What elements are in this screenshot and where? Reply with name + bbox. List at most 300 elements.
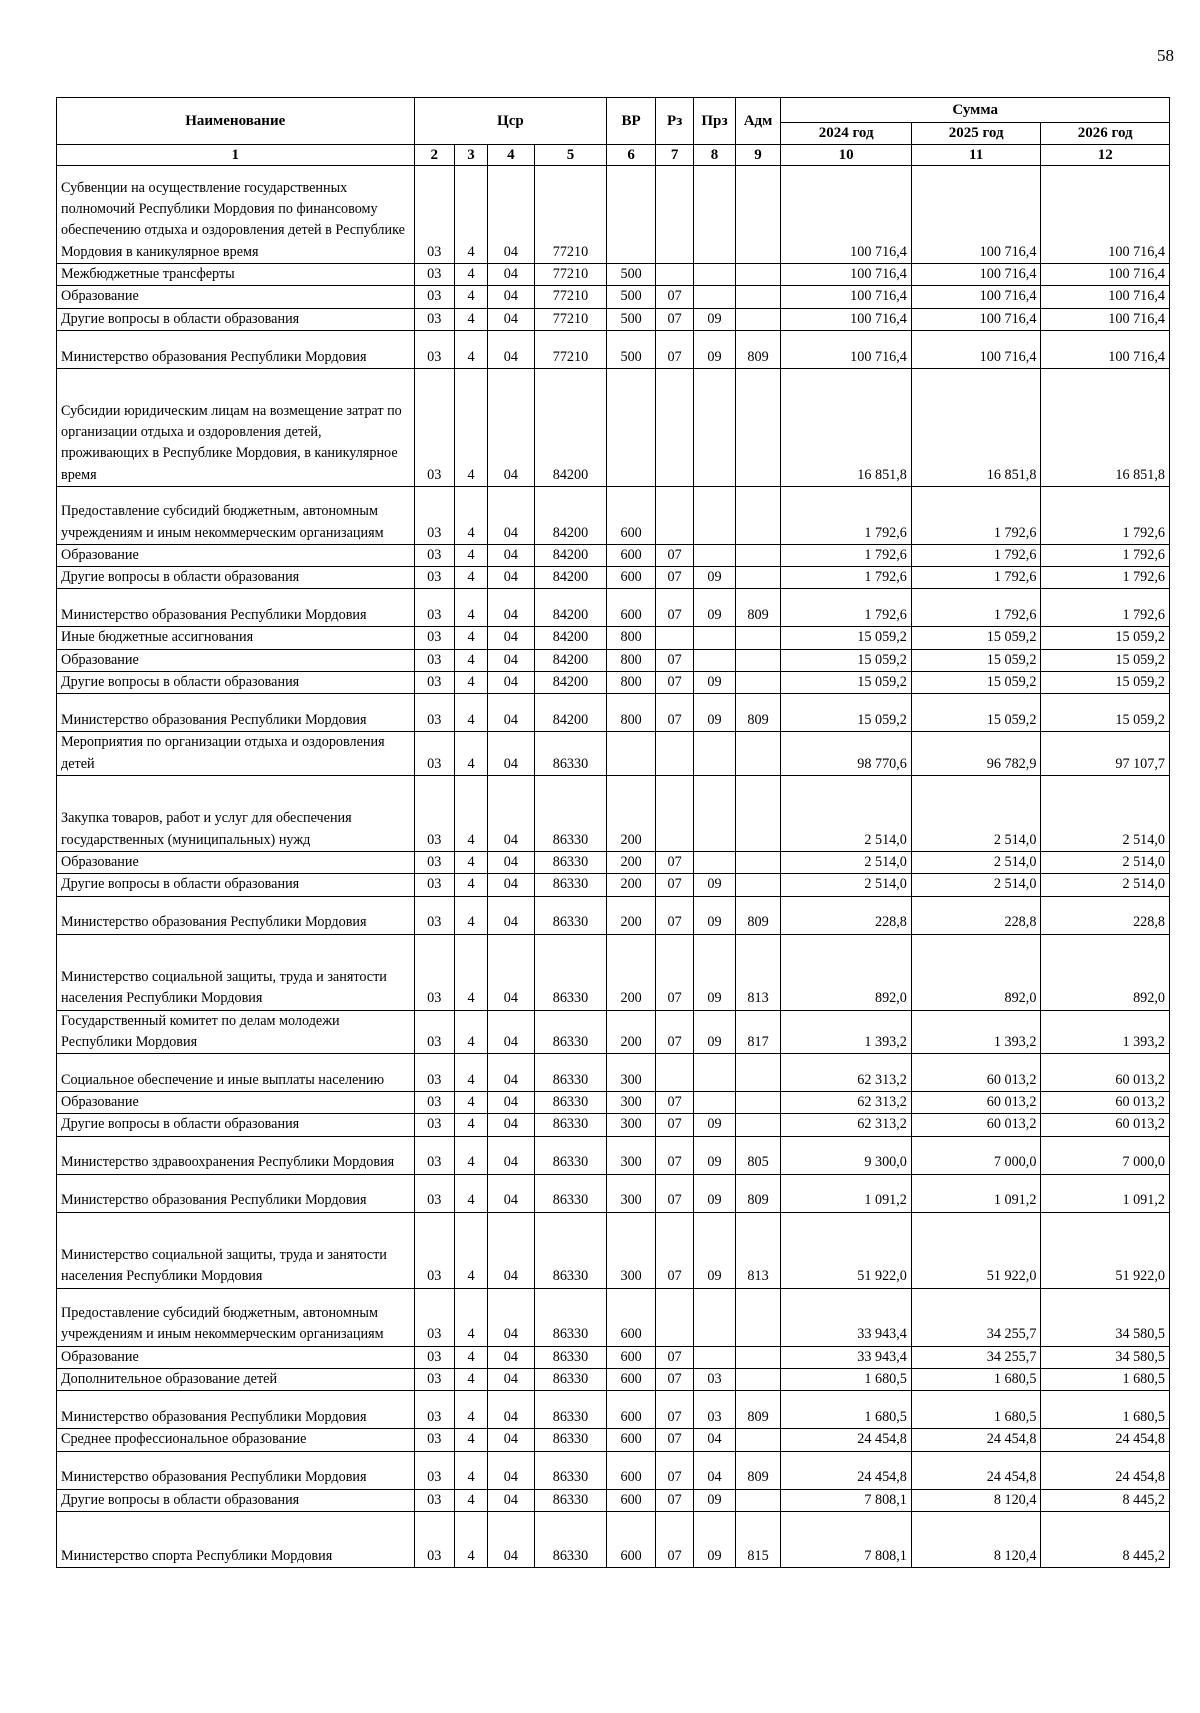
header-csr: Цср (414, 98, 607, 145)
code-subprogram: 04 (488, 627, 535, 649)
code-subprogram: 04 (488, 775, 535, 851)
code-subprogram: 04 (488, 874, 535, 896)
code-type: 4 (454, 851, 487, 873)
row-name: Министерство социальной защиты, труда и занятости населения Республики Мордовия (57, 1212, 415, 1288)
code-direction: 77210 (534, 330, 607, 368)
code-vr: 800 (607, 672, 656, 694)
table-row (57, 567, 1170, 589)
code-vr: 200 (607, 1010, 656, 1054)
code-program: 03 (414, 286, 454, 308)
code-vr (607, 166, 656, 264)
header-year-2024: 2024 год (781, 123, 912, 145)
row-name: Межбюджетные трансферты (57, 264, 415, 286)
amount-2024: 15 059,2 (781, 694, 912, 732)
code-prz: 09 (694, 1511, 735, 1567)
code-rz (655, 775, 693, 851)
table-row (57, 1429, 1170, 1451)
amount-2025: 1 680,5 (911, 1391, 1041, 1429)
table-row (57, 330, 1170, 368)
code-adm (735, 851, 781, 873)
table-row (57, 1346, 1170, 1368)
code-rz: 07 (655, 589, 693, 627)
code-type: 4 (454, 368, 487, 486)
code-rz: 07 (655, 672, 693, 694)
code-prz: 09 (694, 330, 735, 368)
code-rz (655, 732, 693, 776)
amount-2026: 51 922,0 (1041, 1212, 1170, 1288)
amount-2025: 1 680,5 (911, 1369, 1041, 1391)
code-adm: 809 (735, 330, 781, 368)
amount-2024: 15 059,2 (781, 627, 912, 649)
code-direction: 86330 (534, 1391, 607, 1429)
header-sum: Сумма (781, 98, 1170, 123)
row-name: Предоставление субсидий бюджетным, автономным учреждениям и иным некоммерческим организациям (57, 1288, 415, 1346)
code-prz: 09 (694, 694, 735, 732)
column-number-row (57, 145, 1170, 166)
code-program: 03 (414, 544, 454, 566)
header-vr: ВР (607, 98, 656, 145)
code-direction: 84200 (534, 368, 607, 486)
amount-2024: 100 716,4 (781, 330, 912, 368)
code-program: 03 (414, 775, 454, 851)
code-direction: 84200 (534, 486, 607, 544)
code-prz (694, 166, 735, 264)
row-name: Другие вопросы в области образования (57, 308, 415, 330)
table-row (57, 286, 1170, 308)
code-vr: 600 (607, 1489, 656, 1511)
code-type: 4 (454, 1511, 487, 1567)
budget-table (56, 97, 1170, 1568)
table-row (57, 694, 1170, 732)
amount-2026: 24 454,8 (1041, 1451, 1170, 1489)
amount-2024: 1 393,2 (781, 1010, 912, 1054)
amount-2026: 15 059,2 (1041, 649, 1170, 671)
table-row (57, 264, 1170, 286)
code-type: 4 (454, 1489, 487, 1511)
amount-2024: 16 851,8 (781, 368, 912, 486)
code-prz: 03 (694, 1391, 735, 1429)
code-vr: 800 (607, 649, 656, 671)
table-row (57, 544, 1170, 566)
code-vr: 500 (607, 264, 656, 286)
amount-2025: 1 393,2 (911, 1010, 1041, 1054)
code-direction: 86330 (534, 1429, 607, 1451)
code-rz (655, 368, 693, 486)
header-year-2025: 2025 год (911, 123, 1041, 145)
table-row (57, 1451, 1170, 1489)
code-program: 03 (414, 649, 454, 671)
code-type: 4 (454, 1451, 487, 1489)
table-row (57, 1391, 1170, 1429)
code-prz: 09 (694, 589, 735, 627)
code-type: 4 (454, 874, 487, 896)
code-vr (607, 368, 656, 486)
amount-2025: 16 851,8 (911, 368, 1041, 486)
code-program: 03 (414, 1092, 454, 1114)
code-rz: 07 (655, 934, 693, 1010)
code-vr: 600 (607, 1511, 656, 1567)
column-number: 5 (534, 145, 607, 166)
code-direction: 86330 (534, 1010, 607, 1054)
code-prz: 04 (694, 1429, 735, 1451)
code-direction: 86330 (534, 1511, 607, 1567)
row-name: Министерство здравоохранения Республики Мордовия (57, 1136, 415, 1174)
code-direction: 86330 (534, 1212, 607, 1288)
code-program: 03 (414, 1489, 454, 1511)
amount-2025: 100 716,4 (911, 286, 1041, 308)
code-program: 03 (414, 874, 454, 896)
amount-2025: 2 514,0 (911, 775, 1041, 851)
amount-2025: 60 013,2 (911, 1114, 1041, 1136)
amount-2026: 15 059,2 (1041, 627, 1170, 649)
code-adm (735, 166, 781, 264)
amount-2024: 98 770,6 (781, 732, 912, 776)
code-rz: 07 (655, 567, 693, 589)
code-vr: 500 (607, 308, 656, 330)
code-direction: 86330 (534, 896, 607, 934)
code-prz (694, 544, 735, 566)
code-program: 03 (414, 851, 454, 873)
code-adm: 809 (735, 1451, 781, 1489)
code-rz: 07 (655, 1114, 693, 1136)
amount-2024: 9 300,0 (781, 1136, 912, 1174)
table-row (57, 1010, 1170, 1054)
column-number: 11 (911, 145, 1041, 166)
amount-2026: 15 059,2 (1041, 694, 1170, 732)
code-vr: 800 (607, 694, 656, 732)
code-subprogram: 04 (488, 1369, 535, 1391)
row-name: Дополнительное образование детей (57, 1369, 415, 1391)
code-rz: 07 (655, 1010, 693, 1054)
code-direction: 84200 (534, 672, 607, 694)
amount-2026: 100 716,4 (1041, 308, 1170, 330)
code-adm (735, 732, 781, 776)
code-vr: 600 (607, 486, 656, 544)
code-direction: 84200 (534, 544, 607, 566)
amount-2025: 60 013,2 (911, 1092, 1041, 1114)
code-rz: 07 (655, 286, 693, 308)
row-name: Иные бюджетные ассигнования (57, 627, 415, 649)
code-type: 4 (454, 1429, 487, 1451)
code-program: 03 (414, 486, 454, 544)
amount-2024: 100 716,4 (781, 166, 912, 264)
amount-2025: 8 120,4 (911, 1511, 1041, 1567)
row-name: Министерство образования Республики Мордовия (57, 1391, 415, 1429)
code-subprogram: 04 (488, 1511, 535, 1567)
code-subprogram: 04 (488, 567, 535, 589)
code-adm (735, 567, 781, 589)
code-subprogram: 04 (488, 264, 535, 286)
code-adm: 815 (735, 1511, 781, 1567)
code-prz: 09 (694, 308, 735, 330)
amount-2025: 2 514,0 (911, 851, 1041, 873)
code-program: 03 (414, 330, 454, 368)
row-name: Другие вопросы в области образования (57, 1114, 415, 1136)
code-type: 4 (454, 1092, 487, 1114)
code-rz: 07 (655, 694, 693, 732)
code-program: 03 (414, 1054, 454, 1092)
amount-2026: 1 792,6 (1041, 567, 1170, 589)
amount-2026: 8 445,2 (1041, 1511, 1170, 1567)
code-program: 03 (414, 1174, 454, 1212)
code-prz: 09 (694, 1489, 735, 1511)
code-direction: 77210 (534, 308, 607, 330)
header-name: Наименование (57, 98, 415, 145)
code-subprogram: 04 (488, 1451, 535, 1489)
amount-2025: 15 059,2 (911, 694, 1041, 732)
code-direction: 86330 (534, 1054, 607, 1092)
code-adm (735, 874, 781, 896)
code-type: 4 (454, 1174, 487, 1212)
code-direction: 86330 (534, 1369, 607, 1391)
row-name: Субвенции на осуществление государственных полномочий Республики Мордовия по финансовому обеспечению отдыха и оздоровления детей в Республике Мордовия в каникулярное время (57, 166, 415, 264)
code-subprogram: 04 (488, 166, 535, 264)
row-name: Другие вопросы в области образования (57, 1489, 415, 1511)
amount-2026: 34 580,5 (1041, 1346, 1170, 1368)
code-direction: 84200 (534, 627, 607, 649)
amount-2026: 16 851,8 (1041, 368, 1170, 486)
code-adm (735, 1114, 781, 1136)
table-row (57, 1174, 1170, 1212)
header-adm: Адм (735, 98, 781, 145)
row-name: Образование (57, 649, 415, 671)
header-prz: Прз (694, 98, 735, 145)
code-subprogram: 04 (488, 1092, 535, 1114)
column-number: 2 (414, 145, 454, 166)
code-program: 03 (414, 1114, 454, 1136)
code-rz: 07 (655, 851, 693, 873)
code-program: 03 (414, 1511, 454, 1567)
code-rz: 07 (655, 896, 693, 934)
code-type: 4 (454, 1212, 487, 1288)
code-rz: 07 (655, 874, 693, 896)
header-rz: Рз (655, 98, 693, 145)
row-name: Другие вопросы в области образования (57, 567, 415, 589)
code-program: 03 (414, 1288, 454, 1346)
amount-2024: 7 808,1 (781, 1489, 912, 1511)
row-name: Образование (57, 544, 415, 566)
code-program: 03 (414, 1346, 454, 1368)
code-vr: 800 (607, 627, 656, 649)
code-program: 03 (414, 567, 454, 589)
code-direction: 84200 (534, 567, 607, 589)
code-rz: 07 (655, 1429, 693, 1451)
column-number: 12 (1041, 145, 1170, 166)
row-name: Образование (57, 1346, 415, 1368)
code-program: 03 (414, 694, 454, 732)
code-rz: 07 (655, 1092, 693, 1114)
row-name: Среднее профессиональное образование (57, 1429, 415, 1451)
table-row (57, 1212, 1170, 1288)
code-adm (735, 672, 781, 694)
code-subprogram: 04 (488, 732, 535, 776)
table-row (57, 1054, 1170, 1092)
code-program: 03 (414, 166, 454, 264)
amount-2024: 15 059,2 (781, 649, 912, 671)
amount-2026: 24 454,8 (1041, 1429, 1170, 1451)
code-rz (655, 166, 693, 264)
code-vr: 200 (607, 934, 656, 1010)
code-prz (694, 775, 735, 851)
code-subprogram: 04 (488, 544, 535, 566)
code-program: 03 (414, 896, 454, 934)
page-number: 58 (1157, 46, 1174, 65)
code-subprogram: 04 (488, 934, 535, 1010)
code-prz: 09 (694, 672, 735, 694)
amount-2026: 60 013,2 (1041, 1092, 1170, 1114)
code-rz: 07 (655, 649, 693, 671)
code-type: 4 (454, 934, 487, 1010)
code-type: 4 (454, 1136, 487, 1174)
code-prz: 09 (694, 874, 735, 896)
row-name: Государственный комитет по делам молодежи Республики Мордовия (57, 1010, 415, 1054)
amount-2025: 100 716,4 (911, 308, 1041, 330)
code-adm (735, 1054, 781, 1092)
row-name: Министерство образования Республики Мордовия (57, 589, 415, 627)
code-adm (735, 775, 781, 851)
amount-2024: 62 313,2 (781, 1114, 912, 1136)
amount-2024: 1 680,5 (781, 1391, 912, 1429)
code-type: 4 (454, 264, 487, 286)
code-prz (694, 1092, 735, 1114)
amount-2025: 60 013,2 (911, 1054, 1041, 1092)
code-direction: 86330 (534, 1489, 607, 1511)
code-subprogram: 04 (488, 1136, 535, 1174)
amount-2026: 1 680,5 (1041, 1391, 1170, 1429)
code-subprogram: 04 (488, 1288, 535, 1346)
code-adm (735, 649, 781, 671)
amount-2024: 892,0 (781, 934, 912, 1010)
code-type: 4 (454, 672, 487, 694)
code-vr: 600 (607, 1429, 656, 1451)
code-program: 03 (414, 308, 454, 330)
row-name: Министерство образования Республики Мордовия (57, 896, 415, 934)
amount-2026: 8 445,2 (1041, 1489, 1170, 1511)
amount-2026: 1 393,2 (1041, 1010, 1170, 1054)
code-rz: 07 (655, 308, 693, 330)
code-vr: 600 (607, 1288, 656, 1346)
code-subprogram: 04 (488, 649, 535, 671)
code-subprogram: 04 (488, 486, 535, 544)
code-adm: 813 (735, 934, 781, 1010)
code-vr: 600 (607, 1391, 656, 1429)
table-row (57, 308, 1170, 330)
amount-2025: 15 059,2 (911, 649, 1041, 671)
column-number: 1 (57, 145, 415, 166)
row-name: Образование (57, 286, 415, 308)
code-program: 03 (414, 1429, 454, 1451)
row-name: Социальное обеспечение и иные выплаты населению (57, 1054, 415, 1092)
code-subprogram: 04 (488, 286, 535, 308)
code-rz: 07 (655, 544, 693, 566)
code-prz (694, 368, 735, 486)
amount-2026: 100 716,4 (1041, 286, 1170, 308)
code-direction: 86330 (534, 1092, 607, 1114)
code-type: 4 (454, 649, 487, 671)
amount-2024: 1 680,5 (781, 1369, 912, 1391)
code-type: 4 (454, 544, 487, 566)
code-vr: 300 (607, 1136, 656, 1174)
code-vr: 300 (607, 1054, 656, 1092)
row-name: Министерство образования Республики Мордовия (57, 1174, 415, 1212)
code-adm (735, 1346, 781, 1368)
column-number: 3 (454, 145, 487, 166)
code-rz (655, 1054, 693, 1092)
row-name: Другие вопросы в области образования (57, 672, 415, 694)
code-adm: 805 (735, 1136, 781, 1174)
amount-2024: 228,8 (781, 896, 912, 934)
code-vr: 500 (607, 330, 656, 368)
code-subprogram: 04 (488, 1429, 535, 1451)
code-rz (655, 486, 693, 544)
table-row (57, 649, 1170, 671)
amount-2025: 100 716,4 (911, 264, 1041, 286)
amount-2024: 1 792,6 (781, 589, 912, 627)
code-rz (655, 627, 693, 649)
code-type: 4 (454, 286, 487, 308)
amount-2026: 1 792,6 (1041, 486, 1170, 544)
code-prz: 09 (694, 896, 735, 934)
code-direction: 77210 (534, 264, 607, 286)
code-program: 03 (414, 1010, 454, 1054)
code-program: 03 (414, 1369, 454, 1391)
code-subprogram: 04 (488, 1114, 535, 1136)
amount-2026: 1 680,5 (1041, 1369, 1170, 1391)
code-direction: 86330 (534, 934, 607, 1010)
code-program: 03 (414, 589, 454, 627)
code-subprogram: 04 (488, 896, 535, 934)
amount-2024: 1 091,2 (781, 1174, 912, 1212)
code-program: 03 (414, 627, 454, 649)
amount-2026: 892,0 (1041, 934, 1170, 1010)
amount-2025: 8 120,4 (911, 1489, 1041, 1511)
row-name: Министерство образования Республики Мордовия (57, 694, 415, 732)
code-rz: 07 (655, 1174, 693, 1212)
code-vr: 600 (607, 567, 656, 589)
code-subprogram: 04 (488, 330, 535, 368)
code-prz (694, 1288, 735, 1346)
row-name: Мероприятия по организации отдыха и оздоровления детей (57, 732, 415, 776)
code-rz (655, 1288, 693, 1346)
amount-2026: 7 000,0 (1041, 1136, 1170, 1174)
amount-2025: 100 716,4 (911, 166, 1041, 264)
code-adm (735, 308, 781, 330)
table-row (57, 1489, 1170, 1511)
table-row (57, 368, 1170, 486)
column-number: 8 (694, 145, 735, 166)
code-type: 4 (454, 1288, 487, 1346)
code-subprogram: 04 (488, 1010, 535, 1054)
amount-2024: 24 454,8 (781, 1429, 912, 1451)
code-prz: 09 (694, 1136, 735, 1174)
amount-2026: 2 514,0 (1041, 775, 1170, 851)
code-direction: 86330 (534, 1346, 607, 1368)
code-subprogram: 04 (488, 368, 535, 486)
amount-2024: 15 059,2 (781, 672, 912, 694)
table-row (57, 627, 1170, 649)
amount-2026: 60 013,2 (1041, 1114, 1170, 1136)
amount-2026: 100 716,4 (1041, 330, 1170, 368)
amount-2024: 1 792,6 (781, 567, 912, 589)
code-type: 4 (454, 1391, 487, 1429)
code-adm (735, 1369, 781, 1391)
code-type: 4 (454, 589, 487, 627)
code-vr: 500 (607, 286, 656, 308)
column-number: 10 (781, 145, 912, 166)
code-program: 03 (414, 934, 454, 1010)
code-direction: 84200 (534, 649, 607, 671)
code-prz (694, 264, 735, 286)
